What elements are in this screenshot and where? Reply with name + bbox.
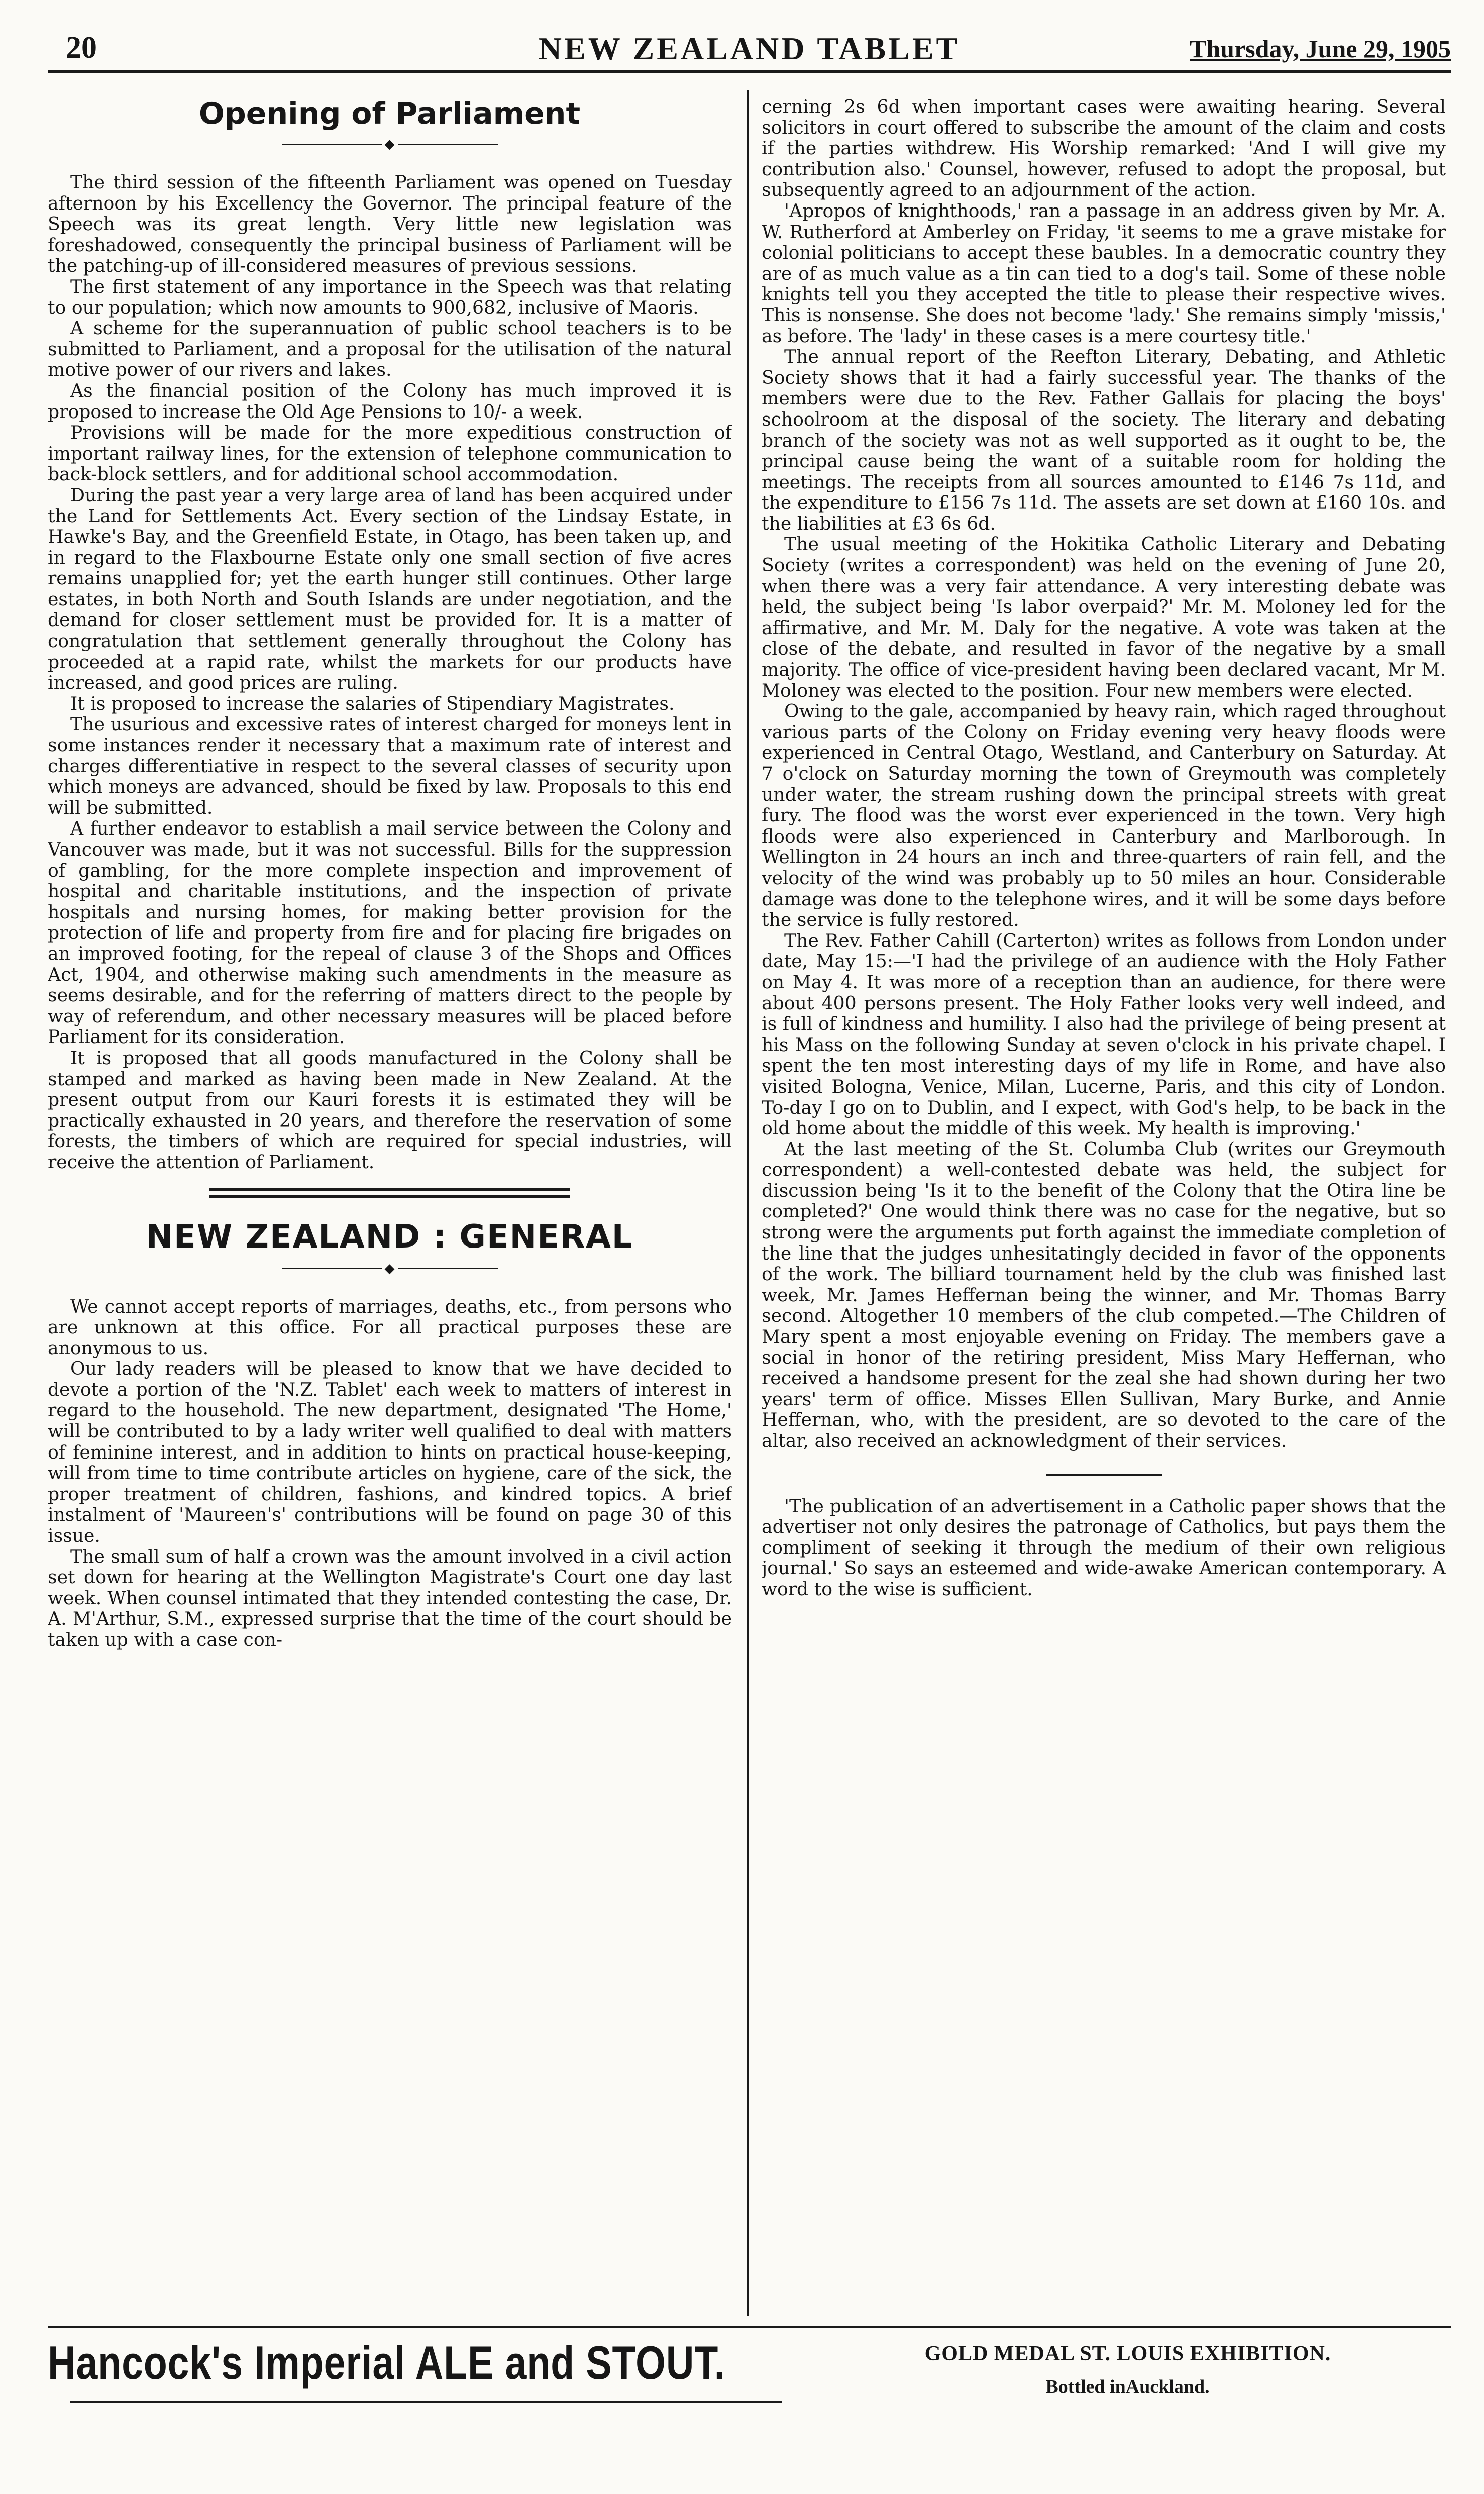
article-paragraph: A further endeavor to establish a mail service between the Colony and Vancouver was made, but it was not successful. Bills for the suppression of gambling, for the more complete inspection and improvement of hospital and charitable institutions, and the inspection of private hospitals and nursing homes, for making better provision for the protection of life and property from fire and for placing fire brigades on an improved footing, for the repeal of clause 3 of the Shops and Offices Act, 1904, and otherwise making such amendments in the measure as seems desirable, and for the referring of matters direct to the people by way of referendum, and other necessary measures will be placed before Parliament for its consideration. [48,817,732,1048]
bottled-notice: Bottled inAuckland. [1045,2376,1210,2397]
advertisement-underline [70,2401,782,2403]
footer-rule [48,2326,1451,2328]
masthead [48,30,1451,70]
article-paragraph: cerning 2s 6d when important cases were awaiting hearing. Several solicitors in court offered to subscribe the amount of the claim and costs if the parties withdrew. His Worship remarked: 'And I will give my contribution also.' Counsel, however, refused to adopt the proposal, but subsequently agreed to an adjournment of the action. [762,96,1446,201]
article-paragraph: Provisions will be made for the more expeditious construction of important railway lines, for the extension of telephone communication to back-block settlers, and for additional school accommodation. [48,422,732,485]
article-paragraph: During the past year a very large area of land has been acquired under the Land for Settlements Act. Every section of the Lindsay Estate, in Hawke's Bay, and the Greenfield Estate, in Otago, has been taken up, and in regard to the Flaxbourne Estate only one small section of five acres remains unapplied for; yet the earth hunger still continues. Other large estates, in both North and South Islands are under negotiation, and the demand for closer settlement must be provided for. It is a matter of congratulation that settlement generally throughout the Colony has proceeded at a rapid rate, whilst the markets for our products have increased, and good prices are ruling. [48,484,732,694]
article-paragraph: Owing to the gale, accompanied by heavy rain, which raged throughout various parts of the Colony on Friday evening very heavy floods were experienced in Central Otago, Westland, and Canterbury on Saturday. At 7 o'clock on Saturday morning the town of Greymouth was completely under water, the stream rushing down the principal streets with great fury. The flood was the worst ever experienced in the town. Very high floods were also experienced in Canterbury and Marlborough. In Wellington in 24 hours an inch and three-quarters of rain fell, and the velocity of the wind was probably up to 50 miles an hour. Considerable damage was done to the telephone wires, and it will be some days before the service is fully restored. [762,700,1446,931]
paragraph-separator [1046,1474,1162,1476]
page-number: 20 [66,31,97,65]
column-divider [747,90,749,2316]
article-paragraph: 'Apropos of knighthoods,' ran a passage in an address given by Mr. A. W. Rutherford at Amberley on Friday, 'it seems to me a grave mistake for colonial politicians to accept these baubles. In a democratic country they are of as much value as a tin can tied to a dog's tail. Some of these noble knights tell you they accepted the title to please their respective wives. This is nonsense. She does not become 'lady.' She remains simply 'missis,' as before. The 'lady' in these cases is a mere courtesy title.' [762,199,1446,347]
article-paragraph: We cannot accept reports of marriages, deaths, etc., from persons who are unknown at this office. For all practical purposes these are anonymous to us. [48,1295,732,1359]
article-paragraph: The usual meeting of the Hokitika Catholic Literary and Debating Society (writes a correspondent) was held on the evening of June 20, when there was a very fair attendance. A very interesting debate was held, the subject being 'Is labor overpaid?' Mr. M. Moloney led for the affirmative, and Mr. M. Daly for the negative. A vote was taken at the close of the debate, and resulted in favor of the negative by a small majority. The office of vice-president having been declared vacant, Mr M. Moloney was elected to the position. Four new members were elected. [762,533,1446,701]
article-paragraph: Our lady readers will be pleased to know that we have decided to devote a portion of the 'N.Z. Tablet' each week to matters of interest in regard to the household. The new department, designated 'The Home,' will be contributed to by a lady writer well qualified to deal with matters of feminine interest, and in addition to hints on practical house-keeping, will from time to time contribute articles on hygiene, care of the sick, the proper treatment of children, fashions, and kindred topics. A brief instalment of 'Maureen's' contributions will be found on page 30 of this issue. [48,1358,732,1547]
gold-medal-notice: GOLD MEDAL ST. LOUIS EXHIBITION. [924,2342,1331,2365]
newspaper-title: NEW ZEALAND TABLET [538,31,960,66]
article-paragraph: The small sum of half a crown was the amount involved in a civil action set down for hearing at the Wellington Magistrate's Court one day last week. When counsel intimated that they intended contesting the case, Dr. A. M'Arthur, S.M., expressed surprise that the time of the court should be taken up with a case con- [48,1545,732,1650]
article-paragraph: It is proposed to increase the salaries of Stipendiary Magistrates. [70,692,675,714]
heading-ornament: ◆ [48,136,732,152]
article-paragraph: The third session of the fifteenth Parliament was opened on Tuesday afternoon by his Excellency the Governor. The principal feature of the Speech was its great length. Very little new legislation was foreshadowed, consequently the principal business of Parliament will be the patching-up of ill-considered measures of previous sessions. [48,171,732,277]
article-paragraph: The Rev. Father Cahill (Carterton) writes as follows from London under date, May 15:—'I had the privilege of an audience with the Holy Father on May 4. It was more of a reception than an audience, for there were about 400 persons present. The Holy Father looks very well indeed, and is full of kindness and humility. I also had the privilege of being present at his Mass on the following Sunday at seven o'clock in his private chapel. I spent the ten most interesting days of my life in Rome, and have also visited Bologna, Venice, Milan, Lucerne, Paris, and this city of London. To-day I go on to Dublin, and I expect, with God's help, to be back in the old home about the middle of this week. My health is improving.' [762,929,1446,1139]
article-paragraph: It is proposed that all goods manufactured in the Colony shall be stamped and marked as having been made in New Zealand. At the present output from our Kauri forests it is estimated they will be practically exhausted in 20 years, and therefore the reservation of some forests, the timbers of which are required for special industries, will receive the attention of Parliament. [48,1047,732,1173]
masthead-rule [48,70,1451,73]
section-divider [209,1188,570,1198]
right-column [762,96,1446,2312]
article-paragraph: The first statement of any importance in the Speech was that relating to our population; which now amounts to 900,682, inclusive of Maoris. [48,275,732,318]
article-paragraph: A scheme for the superannuation of public school teachers is to be submitted to Parliament, and a proposal for the utilisation of the natural motive power of our rivers and lakes. [48,317,732,381]
issue-date: Thursday, June 29, 1905 [1190,35,1451,63]
hancock-advertisement: Hancock's Imperial ALE and STOUT. [48,2336,725,2389]
closing-quote-paragraph: 'The publication of an advertisement in a Catholic paper shows that the advertiser not only desires the patronage of Catholics, but pays them the compliment of seeking it through the medium of their own religious journal.' So says an esteemed and wide-awake American contemporary. A word to the wise is sufficient. [762,1495,1446,1600]
left-column [48,96,732,2312]
section-heading-new-zealand-general: NEW ZEALAND : GENERAL [146,1218,633,1256]
article-paragraph: The annual report of the Reefton Literary, Debating, and Athletic Society shows that it had a fairly successful year. The thanks of the members were due to the Rev. Father Gallais for placing the boys' schoolroom at the disposal of the society. The literary and debating branch of the society was not as well supported as it ought to be, the principal cause being the want of a suitable room for holding the meetings. The receipts from all sources amounted to £146 7s 11d, and the expenditure to £156 7s 11d. The assets are set down at £160 10s. and the liabilities at £3 6s 6d. [762,346,1446,534]
article-paragraph: The usurious and excessive rates of interest charged for moneys lent in some instances render it necessary that a maximum rate of interest and charges differentiative in respect to the several classes of security upon which moneys are advanced, should be fixed by law. Proposals to this end will be submitted. [48,713,732,818]
article-paragraph: At the last meeting of the St. Columba Club (writes our Greymouth correspondent) a well-contested debate was held, the subject for discussion being 'Is it to the benefit of the Colony that the Otira line be completed?' One would think there was no case for the negative, but so strong were the arguments put forth against the immediate completion of the line that the judges unhesitatingly decided in favor of the opponents of the work. The billiard tournament held by the club was finished last week, Mr. James Heffernan being the winner, and Mr. Thomas Barry second. Altogether 10 members of the club competed.—The Children of Mary spent a most enjoyable evening on Friday. The members gave a social in honor of the retiring president, Miss Mary Heffernan, who received a handsome present for the zeal she had shown during her two years' term of office. Misses Ellen Sullivan, Mary Burke, and Annie Heffernan, who, with the president, are so devoted to the care of the altar, also received an acknowledgment of their services. [762,1138,1446,1451]
heading-ornament: ◆ [48,1261,732,1276]
article-paragraph: As the financial position of the Colony has much improved it is proposed to increase the Old Age Pensions to 10/- a week. [48,379,732,423]
section-heading-opening-of-parliament: Opening of Parliament [198,96,581,131]
